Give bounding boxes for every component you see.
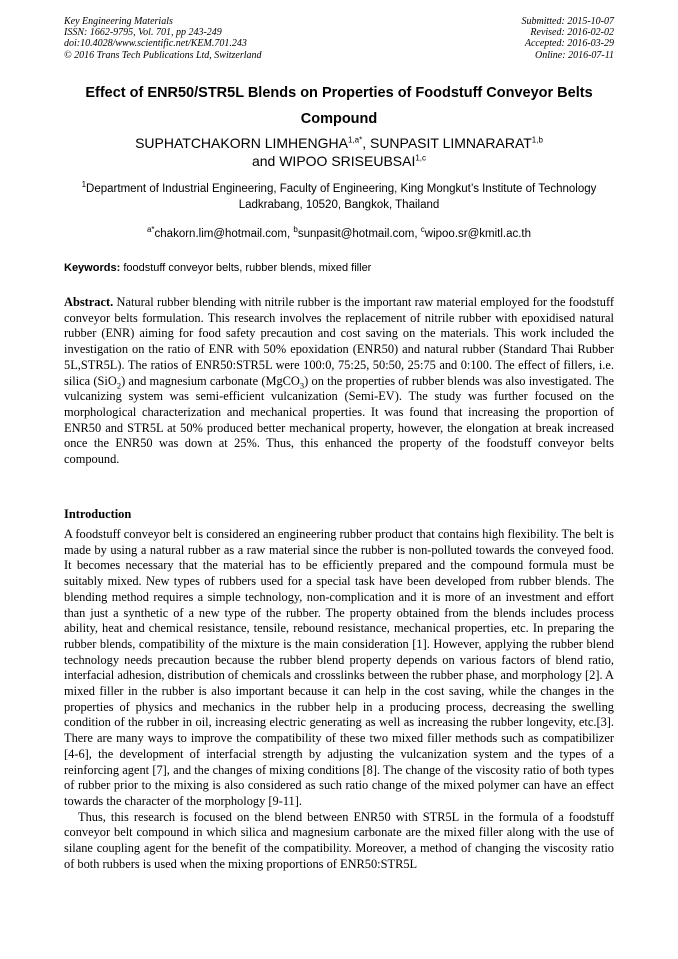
abstract-text: ) on the properties of rubber blends was also investigated. The vulcanizing system was semi-efficient vulcanization (Semi-EV). The study was further focused on the morphological characterization and mechanical properties. It was found that increasing the proportion of ENR50 and STR5L at 50% produced better mechanical property, however, the elongation at break increased once the ENR50 was down at 25%. Thus, this enhanced the property of the foodstuff conveyor belts compound. [64, 373, 614, 467]
abstract-label: Abstract. [64, 295, 114, 309]
date-revised: Revised: 2016-02-02 [530, 27, 614, 39]
paper-title: Effect of ENR50/STR5L Blends on Properties of Foodstuff Conveyor Belts Compound [85, 85, 593, 127]
keywords-text: foodstuff conveyor belts, rubber blends, mixed filler [123, 262, 372, 274]
email-marker: b [293, 225, 298, 235]
affiliation-marker: 1 [81, 180, 87, 190]
author-affiliation-marker: 1,b [531, 135, 543, 145]
email-link[interactable]: sunpasit@hotmail.com, [297, 228, 418, 240]
date-online: Online: 2016-07-11 [535, 49, 614, 61]
abstract [64, 295, 614, 468]
author-affiliation-marker: 1,a* [347, 135, 363, 145]
subscript: 3 [299, 379, 305, 390]
journal-doi: doi:10.4028/www.scientific.net/KEM.701.243 [64, 38, 247, 50]
author-list: SUPHATCHAKORN $LIMHENGHA^{1,a*}$, SUNPASIT LIMNARARAT$^{1,b}$ and WIPOO SRISEUBSAI$^{1,c}$ [135, 135, 543, 169]
journal-info [64, 16, 262, 61]
email-marker: c [420, 225, 425, 235]
subscript: 2 [116, 379, 122, 390]
paragraph: A foodstuff conveyor belt is considered an engineering rubber product that contains high flexibility. The belt is made by using a natural rubber as a raw material since the rubber is non-polluted towards the conveyed food. It becomes necessary that the material has to be efficiently prepared and the compound formula must be suitably mixed. New types of rubbers used for a special task have been developed from rubber blends. The blending method requires a simple technology, non-complication and it is more of an investment and effort than just a synthetic of a new type of the rubber. The property obtained from the blends includes process ability, heat and chemical resistance, tensile, rebound resistance, mechanical properties, etc. In preparing the rubber blends, compatibility of the mixture is the main consideration [1]. However, applying the rubber blend technology needs precaution because the rubber blend property depends on various factors of blend ratio, interfacial adhesion, distribution of chemicals and crosslinks between the rubber phase, and morphology [2]. A mixed filler in the rubber is also important because it can help in the cost saving, while the changes in the properties of physics and mechanics in the rubber help in a producing process, decreasing the swelling condition of the rubber in oil, increasing electric generating as well as increasing the rubber longevity, etc.[3]. There are many ways to improve the compatibility of these two mixed filler methods such as compatibilizer [4-6], the development of interfacial strength by adjusting the vulcanization system and the types of a reinforcing agent [7], and the changes of mixing conditions [8]. The change of the viscosity ratio of both types of rubber prior to the mixing is also considered as such ratio change of the mixed polymer can have an effect towards the character of the morphology [9-11]. [64, 527, 614, 808]
author-conjunction: and [251, 153, 276, 169]
author-emails [64, 226, 614, 242]
journal-name: Key Engineering Materials [64, 16, 173, 27]
affiliation-text: Department of Industrial Engineering, Faculty of Engineering, King Mongkut’s Institute of Technology Ladkrabang, 10520, Bangkok, Thailand [86, 183, 597, 211]
submission-dates [522, 16, 615, 61]
section-heading: Introduction [64, 507, 132, 521]
abstract-text: ) and magnesium carbonate (MgCO [121, 373, 300, 388]
keywords [64, 260, 614, 276]
paragraph: Thus, this research is focused on the blend between ENR50 with STR5L in the formula of a foodstuff conveyor belt compound in which silica and magnesium carbonate are the mixed filler along with the use of silane coupling agent for the benefit of the compatibility. Moreover, a method of changing the viscosity ratio of both rubbers is used when the mixing proportions of ENR50:STR5L [64, 809, 614, 871]
author-name: WIPOO SRISEUBSAI [279, 153, 416, 169]
author-affiliation-marker: 1,c [415, 153, 427, 163]
date-submitted: Submitted: 2015-10-07 [521, 16, 614, 27]
date-accepted: Accepted: 2016-03-29 [524, 38, 614, 50]
journal-issn: ISSN: 1662-9795, Vol. 701, pp 243-249 [64, 27, 222, 39]
email-link[interactable]: chakorn.lim@hotmail.com, [154, 228, 291, 240]
email-link[interactable]: wipoo.sr@kmitl.ac.th [424, 228, 532, 240]
journal-copyright: © 2016 Trans Tech Publications Ltd, Switzerland [64, 49, 262, 61]
email-marker: a* [146, 225, 155, 235]
author-name: SUPHATCHAKORN LIMHENGHA [135, 135, 348, 151]
affiliation [74, 181, 604, 213]
introduction-body [64, 527, 614, 872]
abstract-text: Natural rubber blending with nitrile rubber is the important raw material employed for the foodstuff conveyor belts formulation. This research involves the replacement of nitrile rubber with epoxidised natural rubber (ENR) aiming for food safety precaution and cost saving on the materials. This work included the investigation on the ratio of ENR with 50% epoxidation (ENR50) and natural rubber (Standard Thai Rubber 5L,STR5L). The ratios of ENR50:STR5L were 100:0, 75:25, 50:50, 25:75 and 0:100. The effect of fillers, i.e. silica (SiO [64, 295, 614, 388]
author-name: SUNPASIT LIMNARARAT [369, 135, 532, 151]
keywords-label: Keywords: [64, 262, 121, 274]
